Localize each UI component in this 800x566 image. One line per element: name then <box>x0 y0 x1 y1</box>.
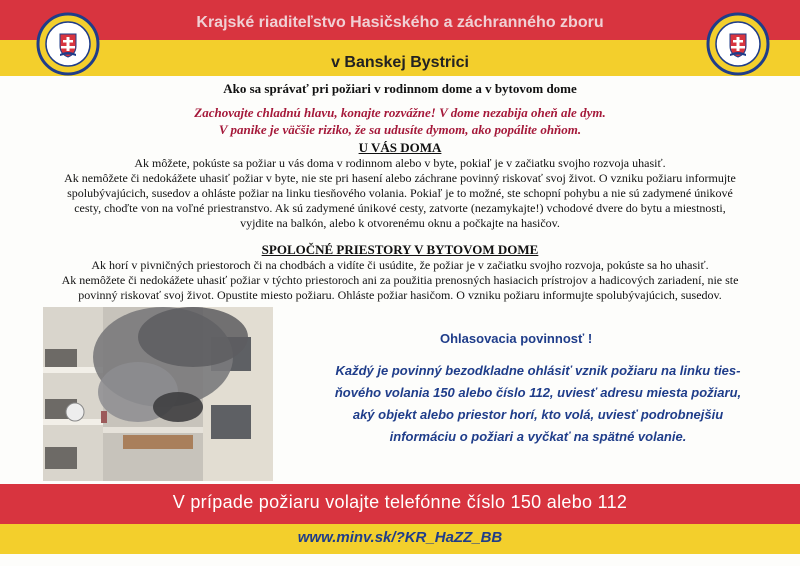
section-common-areas-text <box>20 258 780 303</box>
website-link[interactable]: www.minv.sk/?KR_HaZZ_BB <box>297 529 503 546</box>
text-line: aký objekt alebo priestor horí, kto volá, uviesť podrobnejšiu <box>352 407 724 422</box>
text-line: povinný riskovať svoj život. Opustite miesto požiaru. Ohláste požiar hasičom. O vzniku požiaru informujte spolubývajúcich, susedov. <box>78 288 722 302</box>
text-line: Každý je povinný bezodkladne ohlásiť vznik požiaru na linku ties- <box>335 363 741 378</box>
burning-building-photo <box>43 307 273 481</box>
text-line: Ak horí v pivničných priestoroch či na chodbách a vidíte či usúdite, že požiar je v začiatku svojho rozvoja, pokúste sa ho uhasiť. <box>91 258 709 272</box>
text-line: Ak nemôžete či nedokážete uhasiť požiar v týchto priestoroch ani za použitia prenosných hasiacich prístrojov a hadicových zariadení, nie ste <box>61 273 739 287</box>
section-common-areas <box>20 242 780 303</box>
text-line: informáciu o požiari a vyčkať na spätné volanie. <box>389 429 687 444</box>
section-common-areas-heading: SPOLOČNÉ PRIESTORY V BYTOVOM DOME <box>261 242 539 257</box>
org-title-line1: Krajské riaditeľstvo Hasičského a záchranného zboru <box>196 14 604 31</box>
document-subtitle: Ako sa správať pri požiari v rodinnom dome a v bytovom dome <box>223 81 577 96</box>
text-line: cesty, choďte von na voľné priestranstvo. Ak sú zadymené únikové cesty, zatvorte (nezamykajte!) vchodové dvere do bytu a miestnosti, <box>74 201 726 215</box>
reporting-obligation-text <box>298 360 778 448</box>
text-line: spolubývajúcich, susedov a ohláste požiar na linku tiesňového volania. Pokiaľ je to možné, ste schopní pohybu a nie sú zadymené únikové <box>67 186 733 200</box>
text-line: vyjdite na balkón, alebo k otvorenému oknu a počkajte na hasičov. <box>240 216 560 230</box>
section-home-heading: U VÁS DOMA <box>358 140 442 155</box>
section-home <box>20 140 780 231</box>
motto <box>20 104 780 138</box>
motto-line: Zachovajte chladnú hlavu, konajte rozvážne! V dome nezabija oheň ale dym. <box>194 105 606 120</box>
motto-line: V panike je väčšie riziko, že sa udusíte dymom, ako popálite ohňom. <box>218 122 582 137</box>
reporting-obligation-title: Ohlasovacia povinnosť ! <box>440 331 593 346</box>
emergency-call-banner: V prípade požiaru volajte telefónne číslo 150 alebo 112 <box>172 492 628 512</box>
org-title-line2: v Banskej Bystrici <box>331 54 469 71</box>
text-line: ňového volania 150 alebo číslo 112, uviesť adresu miesta požiaru, <box>334 385 742 400</box>
text-line: Ak môžete, pokúste sa požiar u vás doma v rodinnom alebo v byte, pokiaľ je v začiatku svojho rozvoja uhasiť. <box>134 156 666 170</box>
section-home-text <box>20 156 780 231</box>
text-line: Ak nemôžete či nedokážete uhasiť požiar v byte, nie ste pri hasení alebo záchrane povinný riskovať svoj život. O vzniku požiaru informujte <box>64 171 736 185</box>
